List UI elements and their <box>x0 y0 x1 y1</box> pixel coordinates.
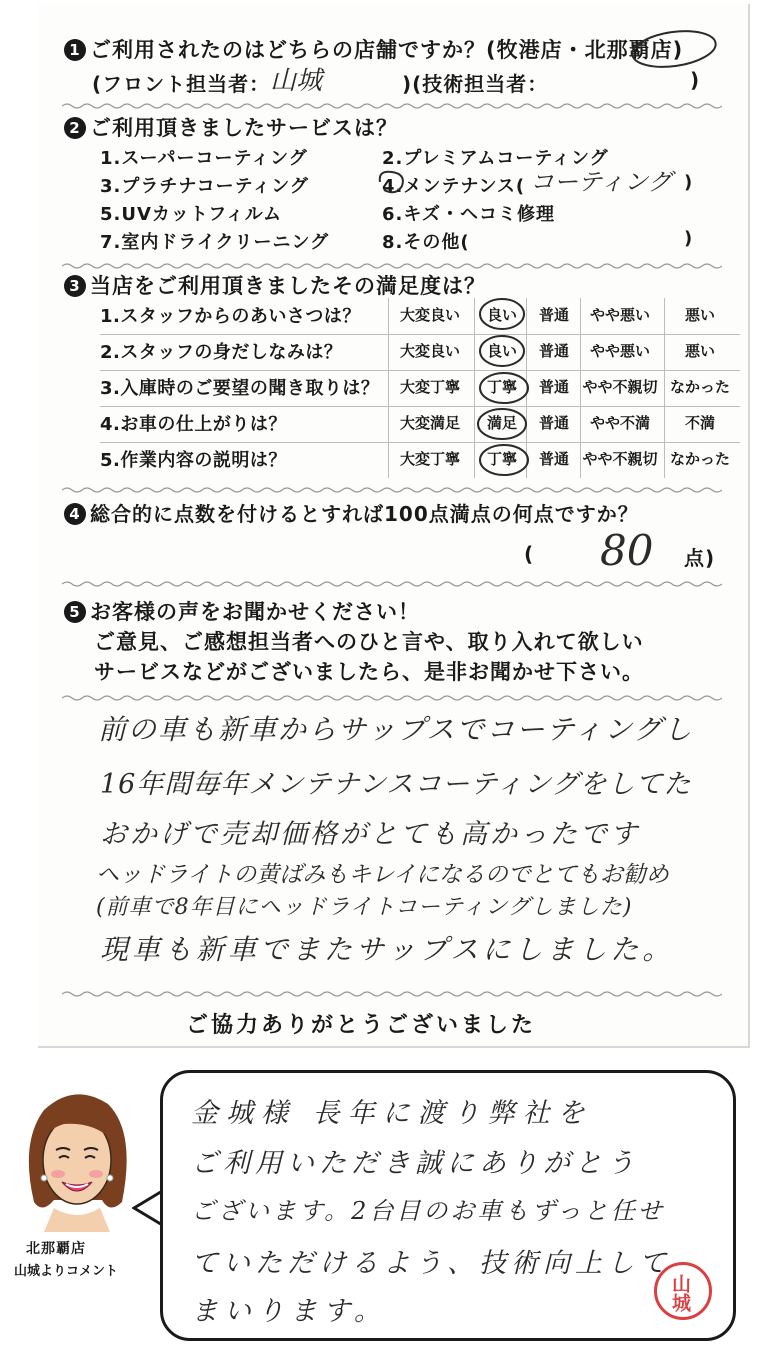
comment-line: おかげで売却価格がとても高かったです <box>100 819 640 850</box>
divider <box>62 102 722 110</box>
score-value: 80 <box>600 526 654 575</box>
rating-option: やや不親切 <box>582 378 658 396</box>
service-close-paren: ) <box>684 172 694 193</box>
question-number: 3 <box>64 275 86 297</box>
thanks-text: ご協力ありがとうございました <box>186 1013 537 1038</box>
tech-staff-label: )(技術担当者： <box>402 72 549 96</box>
maintenance-value: コーティング <box>530 168 672 196</box>
comment-line: 現車も新車でまたサップスにしました。 <box>100 933 675 966</box>
store-circle-mark <box>628 28 720 70</box>
question-2-text: ご利用頂きましたサービスは？ <box>90 116 398 140</box>
staff-reply-bubble <box>160 1070 736 1341</box>
question-number: 5 <box>64 601 86 623</box>
question-3 <box>64 270 486 300</box>
rating-option: 悪い <box>684 306 715 324</box>
rating-option: なかった <box>669 378 730 396</box>
question-4 <box>64 498 639 527</box>
staff-caption: 山城よりコメント <box>14 1264 119 1279</box>
score-open-paren: ( <box>524 542 535 566</box>
divider <box>62 694 722 702</box>
row-label: 4.お車の仕上がりは？ <box>100 414 287 435</box>
rating-option: 大変良い <box>399 306 460 324</box>
staff-store: 北那覇店 <box>26 1241 86 1257</box>
row-label: 3.入庫時のご要望の聞き取りは？ <box>100 378 380 399</box>
reply-line: ございます。2台目のお車もずっと任せ <box>191 1197 665 1225</box>
rating-option: 丁寧 <box>486 378 517 396</box>
rating-option: 普通 <box>538 342 569 360</box>
rating-option: やや悪い <box>589 342 650 360</box>
tech-staff-close: ) <box>690 68 701 92</box>
service-item: 4.メンテナンス( <box>382 176 526 197</box>
reply-line: ていただけるよう、技術向上して <box>191 1248 671 1279</box>
row-label: 2.スタッフの身だしなみは？ <box>100 342 343 363</box>
score-unit: 点) <box>684 546 716 570</box>
service-item: 7.室内ドライクリーニング <box>100 232 330 253</box>
question-5-line2: ご意見、ご感想担当者へのひと言や、取り入れて欲しい <box>94 630 644 654</box>
rating-option: 大変満足 <box>399 414 460 432</box>
row-label: 5.作業内容の説明は？ <box>100 450 287 471</box>
rating-option: 悪い <box>684 342 715 360</box>
table-row <box>100 298 740 335</box>
front-staff-label: (フロント担当者： <box>92 72 271 96</box>
row-label: 1.スタッフからのあいさつは？ <box>100 306 361 327</box>
rating-option: やや悪い <box>589 306 650 324</box>
table-row <box>100 370 740 407</box>
question-5 <box>64 596 420 626</box>
question-2 <box>64 112 398 142</box>
rating-option: 普通 <box>538 414 569 432</box>
question-1-text: ご利用されたのはどちらの店舗ですか？(牧港店・北那覇店) <box>90 38 684 62</box>
rating-option: やや不満 <box>589 414 650 432</box>
rating-option: 丁寧 <box>486 450 517 468</box>
rating-option: 大変良い <box>399 342 460 360</box>
rating-option: やや不親切 <box>582 450 658 468</box>
question-3-text: 当店をご利用頂きましたその満足度は？ <box>90 274 486 298</box>
rating-option: 満足 <box>486 414 517 432</box>
staff-portrait <box>14 1082 140 1232</box>
reply-line: まいります。 <box>191 1296 387 1327</box>
question-4-text: 総合的に点数を付けるとすれば100点満点の何点ですか？ <box>90 502 639 526</box>
rating-option: 普通 <box>538 450 569 468</box>
divider <box>62 990 722 998</box>
divider <box>62 486 722 494</box>
reply-line: 金城様 長年に渡り弊社を <box>191 1098 593 1129</box>
name-stamp: 山城 <box>654 1262 712 1320</box>
table-row <box>100 442 740 478</box>
rating-option: 大変丁寧 <box>399 378 460 396</box>
comment-line: (前車で8年目にヘッドライトコーティングしました) <box>96 895 633 920</box>
rating-option: 良い <box>486 306 517 324</box>
service-item: 1.スーパーコーティング <box>100 148 308 169</box>
rating-option: 普通 <box>538 306 569 324</box>
service-item: 6.キズ・ヘコミ修理 <box>382 204 556 225</box>
question-1 <box>64 34 683 64</box>
selection-marks <box>476 296 532 482</box>
question-number: 1 <box>64 39 86 61</box>
service-check-mark <box>376 168 410 198</box>
service-item: 3.プラチナコーティング <box>100 176 309 197</box>
question-number: 2 <box>64 117 86 139</box>
comment-line: ヘッドライトの黄ばみもキレイになるのでとてもお勧め <box>96 862 669 888</box>
rating-option: 良い <box>486 342 517 360</box>
rating-option: 大変丁寧 <box>399 450 460 468</box>
question-5-line3: サービスなどがございましたら、是非お聞かせ下さい。 <box>94 660 644 684</box>
question-5-text: お客様の声をお聞かせください！ <box>90 600 420 624</box>
service-close-paren: ) <box>684 228 694 249</box>
front-staff-value: 山城 <box>270 66 323 96</box>
divider <box>62 262 722 270</box>
rating-option: なかった <box>669 450 730 468</box>
question-number: 4 <box>64 503 86 525</box>
rating-option: 不満 <box>684 414 715 432</box>
divider <box>62 580 722 588</box>
service-item: 5.UVカットフィルム <box>100 204 283 225</box>
rating-option: 普通 <box>538 378 569 396</box>
table-row <box>100 334 740 371</box>
comment-line: 16年間毎年メンテナンスコーティングをしてた <box>100 769 692 800</box>
table-row <box>100 406 740 443</box>
service-item: 2.プレミアムコーティング <box>382 148 609 169</box>
comment-line: 前の車も新車からサップスでコーティングし <box>98 713 694 746</box>
service-item: 8.その他( <box>382 232 470 253</box>
reply-line: ご利用いただき誠にありがとう <box>191 1148 639 1179</box>
